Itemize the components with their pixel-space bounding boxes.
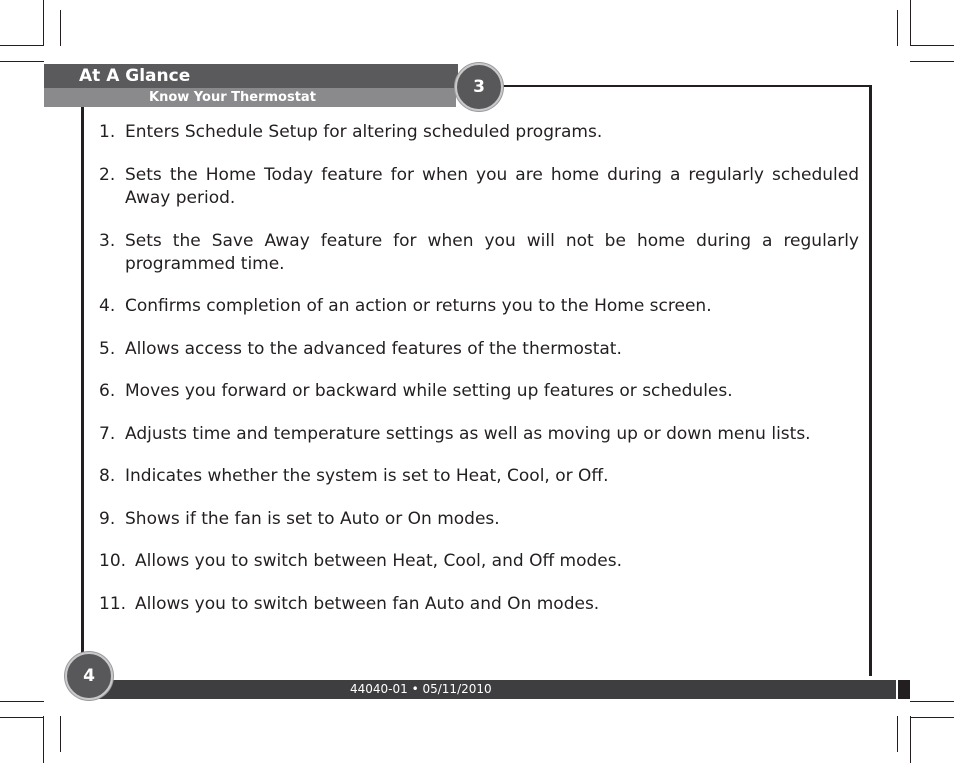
list-item	[99, 164, 859, 210]
list-item	[99, 550, 859, 573]
list-item	[99, 593, 859, 616]
page-number-badge: 3	[455, 63, 503, 111]
crop-mark	[60, 716, 61, 752]
item-number: 10.	[99, 551, 127, 571]
crop-mark	[0, 701, 44, 702]
list-item	[99, 295, 859, 318]
footer-band	[98, 680, 896, 699]
list-item	[99, 230, 859, 276]
item-number: 2.	[99, 165, 116, 185]
item-number: 5.	[99, 339, 116, 359]
item-number: 9.	[99, 509, 116, 529]
item-number: 1.	[99, 122, 116, 142]
item-text: Allows you to switch between fan Auto and On modes.	[135, 594, 600, 614]
crop-mark	[910, 716, 911, 763]
section-title: At A Glance	[79, 66, 191, 86]
item-text: Adjusts time and temperature settings as well as moving up or down menu lists.	[125, 424, 811, 444]
list-item	[99, 338, 859, 361]
crop-mark	[43, 0, 44, 46]
item-text: Shows if the fan is set to Auto or On modes.	[125, 509, 500, 529]
list-item	[99, 508, 859, 531]
item-text: Indicates whether the system is set to Heat, Cool, or Off.	[125, 466, 609, 486]
item-number: 6.	[99, 381, 116, 401]
frame-left-rule	[81, 107, 84, 660]
item-number: 11.	[99, 594, 127, 614]
list-item	[99, 465, 859, 488]
crop-mark	[0, 717, 44, 718]
item-text: Allows you to switch between Heat, Cool, and Off modes.	[135, 551, 623, 571]
item-text: Allows access to the advanced features of the thermostat.	[125, 339, 622, 359]
crop-mark	[60, 10, 61, 46]
crop-mark	[0, 45, 44, 46]
item-number: 7.	[99, 424, 116, 444]
crop-mark	[910, 0, 911, 46]
section-subtitle: Know Your Thermostat	[149, 90, 316, 105]
crop-mark	[897, 10, 898, 46]
crop-mark	[910, 701, 954, 702]
document-code: 44040-01 • 05/11/2010	[350, 682, 492, 696]
item-number: 8.	[99, 466, 116, 486]
list-item	[99, 380, 859, 403]
page-number-badge: 4	[65, 652, 113, 700]
crop-mark	[910, 717, 954, 718]
list-item	[99, 121, 859, 144]
item-text: Sets the Save Away feature for when you will not be home during a regularly programmed time.	[125, 231, 859, 274]
item-text: Confirms completion of an action or returns you to the Home screen.	[125, 296, 712, 316]
item-text: Enters Schedule Setup for altering scheduled programs.	[125, 122, 603, 142]
frame-top-rule	[497, 85, 872, 87]
footer-band-end	[898, 680, 910, 699]
crop-mark	[897, 716, 898, 752]
item-number: 3.	[99, 231, 116, 251]
crop-mark	[0, 61, 44, 62]
item-text: Sets the Home Today feature for when you are home during a regularly scheduled Away period.	[125, 165, 859, 208]
crop-mark	[43, 716, 44, 763]
item-number: 4.	[99, 296, 116, 316]
crop-mark	[910, 45, 954, 46]
crop-mark	[910, 61, 954, 62]
list-item	[99, 423, 859, 446]
frame-right-rule	[869, 85, 872, 676]
item-text: Moves you forward or backward while setting up features or schedules.	[125, 381, 733, 401]
